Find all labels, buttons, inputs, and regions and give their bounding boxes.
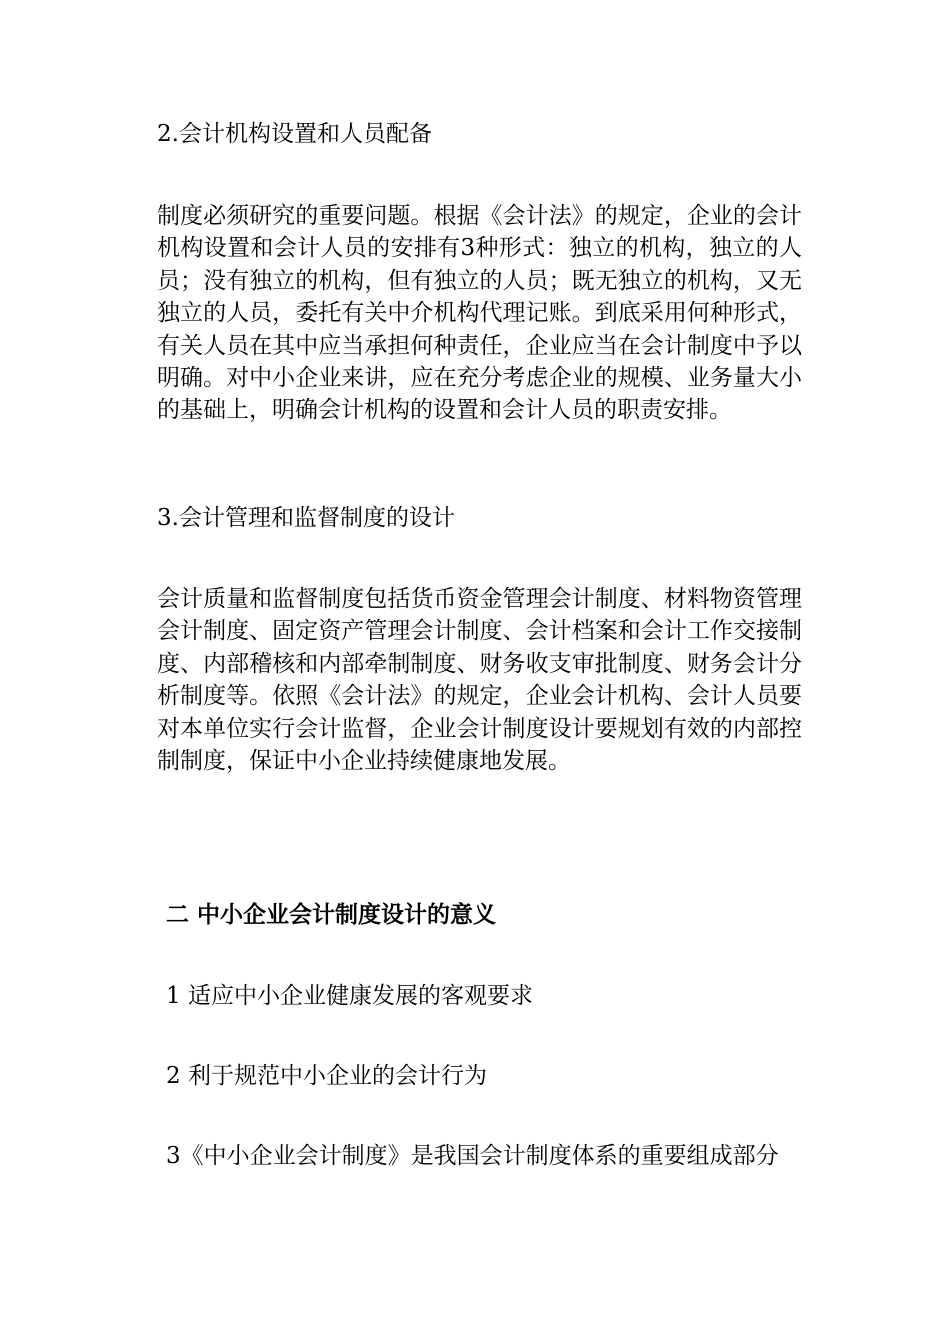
paragraph-management-supervision: 会计质量和监督制度包括货币资金管理会计制度、材料物资管理会计制度、固定资产管理会计制度、会计档案和会计工作交接制度、内部稽核和内部牵制制度、财务收支审批制度、财务会计分析制度等。依照《会计法》的规定，企业会计机构、会计人员要对本单位实行会计监督，企业会计制度设计要规划有效的内部控制制度，保证中小企业持续健康地发展。: [157, 586, 802, 775]
list-item: 1 适应中小企业健康发展的客观要求: [166, 983, 533, 1009]
heading-accounting-institution-setup: 2.会计机构设置和人员配备: [157, 121, 432, 147]
heading-management-supervision-design: 3.会计管理和监督制度的设计: [157, 505, 455, 531]
section-title-significance: 二 中小企业会计制度设计的意义: [166, 901, 497, 928]
list-item: 3《中小企业会计制度》是我国会计制度体系的重要组成部分: [166, 1143, 779, 1169]
paragraph-institution-setup: 制度必须研究的重要问题。根据《会计法》的规定，企业的会计机构设置和会计人员的安排有3种形式：独立的机构，独立的人员；没有独立的机构，但有独立的人员；既无独立的机构，又无独立的人员，委托有关中介机构代理记账。到底采用何种形式，有关人员在其中应当承担何种责任，企业应当在会计制度中予以明确。对中小企业来讲，应在充分考虑企业的规模、业务量大小的基础上，明确会计机构的设置和会计人员的职责安排。: [157, 203, 802, 424]
list-item: 2 利于规范中小企业的会计行为: [166, 1063, 487, 1089]
